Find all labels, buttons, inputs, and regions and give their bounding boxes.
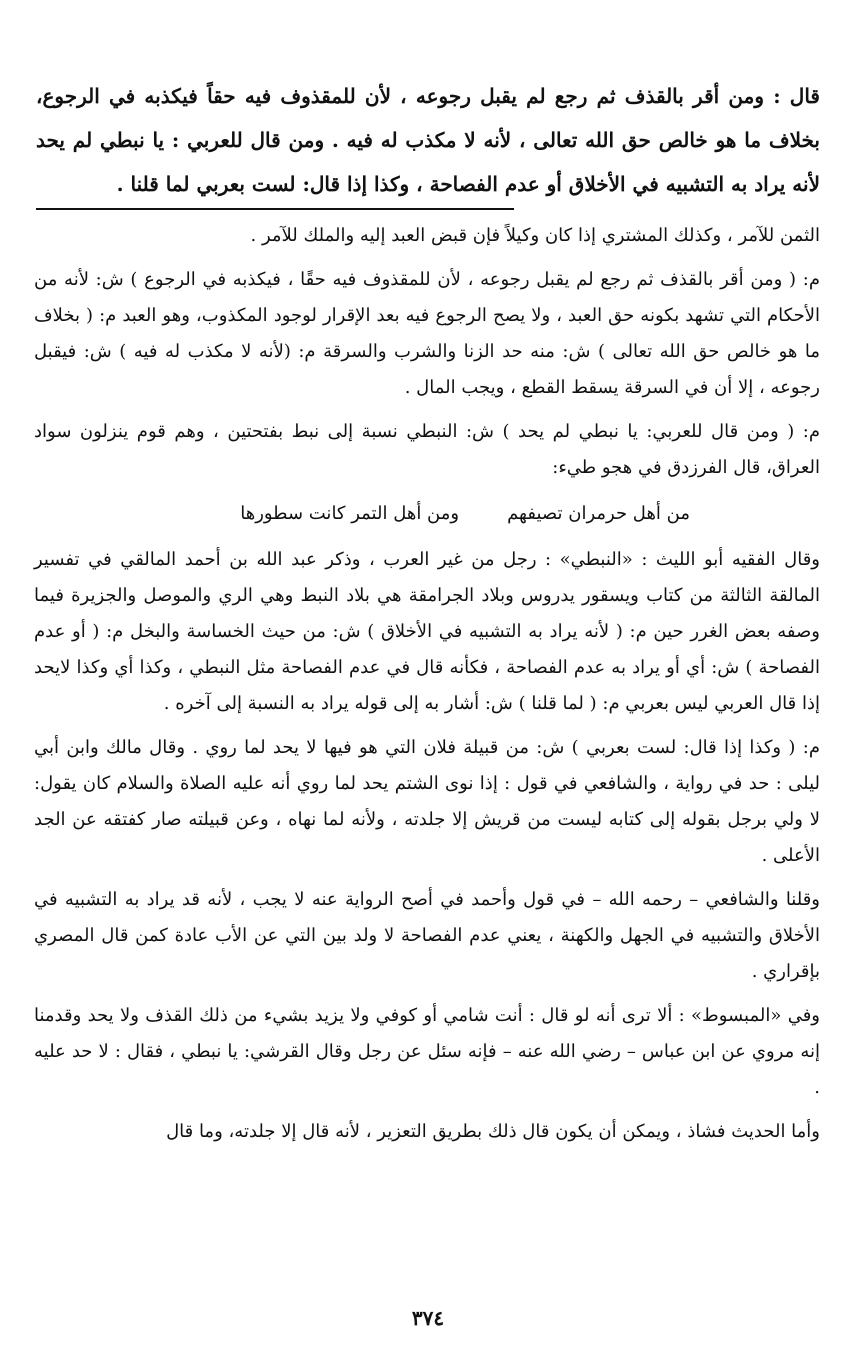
commentary-paragraph-7: وأما الحديث فشاذ ، ويمكن أن يكون قال ذلك بطريق التعزير ، لأنه قال إلا جلدته، وما قال [166,1121,820,1142]
main-text-block [36,74,820,206]
page-number: ٣٧٤ [411,1306,445,1330]
commentary-paragraph-0: الثمن للآمر ، وكذلك المشتري إذا كان وكيلاً فإن قبض العبد إليه والملك للآمر . [250,225,820,246]
commentary-paragraph-4: م: ( وكذا إذا قال: لست بعربي ) ش: من قبيلة فلان التي هو فيها لا يحد لما روي . وقال مالك وابن أبي ليلى : حد في رواية ، والشافعي في قول : إذا نوى الشتم يحد لما روي أنه عليه الصلاة والسلام كان يقول: لا ولي برجل بقوله إلى كتابه ليست من قريش إلا جلدته ، ولأنه لما نهاه ، وعن قبيلته صار كفتقه عن الجد الأعلى . [34,737,820,866]
poetry-verse [34,494,820,534]
commentary-paragraph-1: م: ( ومن أقر بالقذف ثم رجع لم يقبل رجوعه ، لأن للمقذوف فيه حقًا ، فيكذبه في الرجوع ) ش: لأنه من الأحكام التي تشهد بكونه حق العبد ، ولا يصح الرجوع فيه بعد الإقرار لوجود المكذوب، وهو العبد م: ( بخلاف ما هو خالص حق الله تعالى ) ش: منه حد الزنا والشرب والسرقة م: (لأنه لا مكذب له فيه ) ش: فيقبل رجوعه ، إلا أن في السرقة يسقط القطع ، ويجب المال . [34,269,820,398]
commentary-paragraph-5: وقلنا والشافعي – رحمه الله – في قول وأحمد في أصح الرواية عنه لا يجب ، لأنه قد يراد به التشبيه في الأخلاق والتشبيه في الجهل والكهنة ، يعني عدم الفصاحة لا ولد بين التي عن الأب عادة كمن قال المصري بإقراري . [34,889,820,982]
commentary-paragraph-6: وفي «المبسوط» : ألا ترى أنه لو قال : أنت شامي أو كوفي ولا يزيد بشيء من ذلك القذف ولا يحد وقدمنا إنه مروي عن ابن عباس – رضي الله عنه – فإنه سئل عن رجل وقال القرشي: يا نبطي ، فقال : لا حد عليه . [34,1005,820,1098]
main-text-paragraph: قال : ومن أقر بالقذف ثم رجع لم يقبل رجوعه ، لأن للمقذوف فيه حقاً فيكذبه في الرجوع، بخلاف ما هو خالص حق الله تعالى ، لأنه لا مكذب له فيه . ومن قال للعربي : يا نبطي لم يحد لأنه يراد به التشبيه في الأخلاق أو عدم الفصاحة ، وكذا إذا قال: لست بعربي لما قلنا . [36,84,820,196]
verse-second-hemistich: ومن أهل التمر كانت سطورها [240,503,460,524]
commentary-block [34,218,820,1158]
separator-rule [36,208,514,210]
commentary-paragraph-3: وقال الفقيه أبو الليث : «النبطي» : رجل من غير العرب ، وذكر عبد الله بن أحمد المالقي في تفسير المالقة الثالثة من كتاب ويسقور يدروس وبلاد الجرامقة هي بلاد النبط وهي الري والموصل والجزيرة فيما وصفه بعض الغرر حين م: ( لأنه يراد به التشبيه في الأخلاق ) ش: من حيث الخساسة والبخل م: ( أو عدم الفصاحة ) ش: أي أو يراد به عدم الفصاحة ، فكأنه قال في عدم الفصاحة مثل النبطي ، وكذا أي وكذا لايحد إذا قال العربي ليس بعربي م: ( لما قلنا ) ش: أشار به إلى قوله يراد به النسبة إلى آخره . [34,549,820,714]
verse-first-hemistich: من أهل حرمران تصيفهم [507,503,690,524]
commentary-paragraph-2: م: ( ومن قال للعربي: يا نبطي لم يحد ) ش: النبطي نسبة إلى نبط بفتحتين ، وهم قوم ينزلون سواد العراق، قال الفرزدق في هجو طيء: [34,421,820,478]
